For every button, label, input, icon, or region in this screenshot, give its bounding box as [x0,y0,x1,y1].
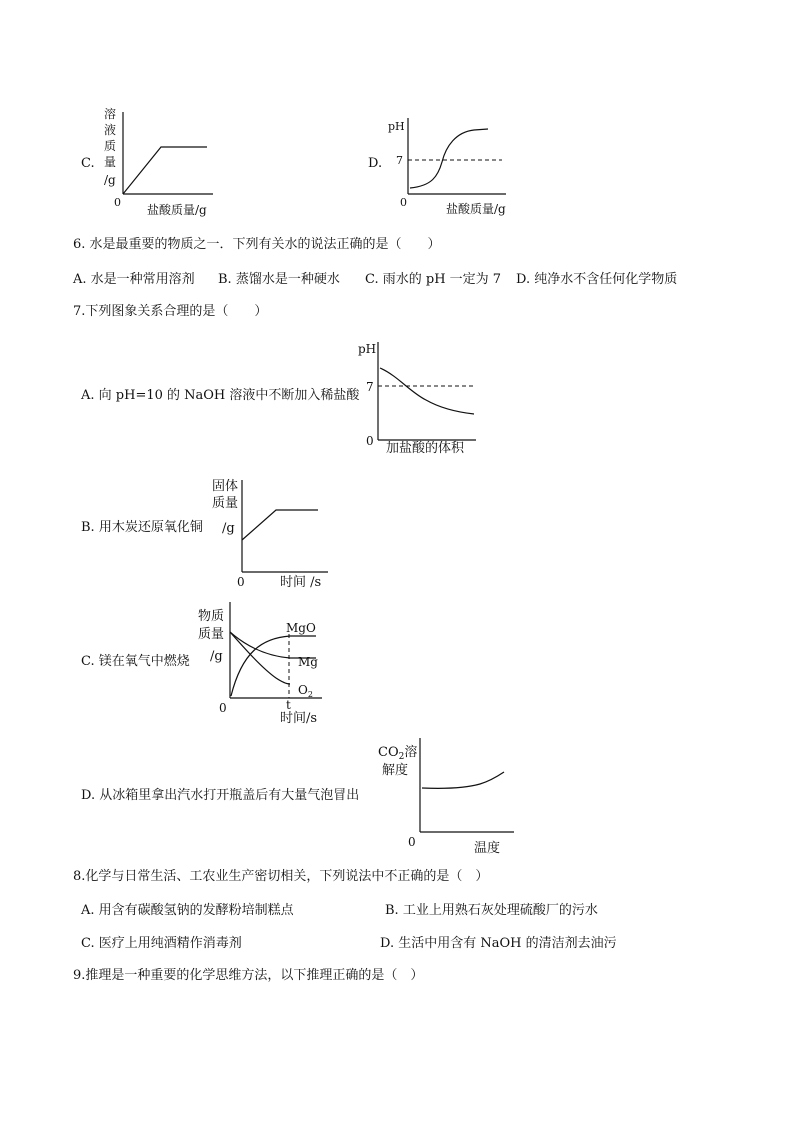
tick-7: 7 [396,154,403,167]
origin-label: 0 [237,575,245,589]
x-label: 时间/s [280,711,318,726]
option-d-label: D. [368,156,383,171]
x-label: 盐酸质量/g [147,203,207,217]
q6-option-b: B. 蒸馏水是一种硬水 [218,272,340,287]
tick-7: 7 [366,380,374,394]
y-unit: /g [222,521,235,536]
series-line [242,510,318,540]
y-unit: /g [104,173,116,187]
q7-option-c: C. 镁在氧气中燃烧 [81,654,190,669]
x-label: 温度 [474,841,501,856]
series-line [410,129,488,188]
y-label-2: 质量 [212,496,239,511]
chart-7d-co2-solubility [376,736,526,860]
q6-option-d: D. 纯净水不含任何化学物质 [516,272,678,287]
y-label-char: 溶 [104,107,117,121]
chart-ph-curve [384,110,524,220]
origin-label: 0 [366,434,374,448]
mgo-label: MgO [286,621,316,635]
q8-stem: 8.化学与日常生活、工农业生产密切相关，下列说法中不正确的是（ ） [73,869,489,884]
q8-option-d: D. 生活中用含有 NaOH 的清洁剂去油污 [380,936,617,951]
series-line [422,772,504,788]
origin-label: 0 [114,196,121,209]
q6-option-a: A. 水是一种常用溶剂 [73,272,195,287]
q9-stem: 9.推理是一种重要的化学思维方法，以下推理正确的是（ ） [73,968,424,983]
y-label-1: $CO_2$溶 [378,745,418,762]
origin-label: 0 [408,835,416,849]
y-label-1: 物质 [198,609,225,624]
chart-7c-mg-burning [196,598,330,726]
chart-7a-ph [354,336,484,458]
y-label-1: 固体 [212,479,239,494]
series-line [123,147,207,194]
q7-option-d: D. 从冰箱里拿出汽水打开瓶盖后有大量气泡冒出 [81,788,360,803]
q8-option-a: A. 用含有碳酸氢钠的发酵粉培制糕点 [81,903,294,918]
y-label-char: 液 [104,123,117,137]
y-unit: /g [210,649,223,664]
y-label-2: 解度 [382,763,409,778]
t-label: t [286,698,291,712]
q6-option-c: C. 雨水的 pH 一定为 7 [365,272,502,287]
chart-7b-solid-mass [210,476,340,592]
y-label-char: 量 [104,155,117,169]
o2-label: $O_2$ [298,683,313,699]
chart-solution-mass [95,104,225,219]
mg-label: Mg [298,655,318,669]
x-label: 加盐酸的体积 [386,441,465,456]
x-label: 时间 /s [280,575,322,590]
q6-stem: 6. 水是最重要的物质之一．下列有关水的说法正确的是（ ） [73,237,441,252]
y-label-char: 质 [104,139,117,153]
y-label-2: 质量 [198,627,225,642]
x-label: 盐酸质量/g [446,202,506,216]
q7-option-a: A. 向 pH=10 的 NaOH 溶液中不断加入稀盐酸 [81,388,360,403]
origin-label: 0 [219,701,227,715]
y-label: pH [388,120,405,133]
q8-option-b: B. 工业上用熟石灰处理硫酸厂的污水 [385,903,598,918]
q7-option-b: B. 用木炭还原氧化铜 [81,520,203,535]
q8-option-c: C. 医疗上用纯酒精作消毒剂 [81,936,242,951]
option-c-label: C. [81,156,95,171]
origin-label: 0 [400,196,407,209]
series-line [380,368,474,414]
q7-stem: 7.下列图象关系合理的是（ ） [73,304,268,319]
y-label: pH [358,342,377,356]
